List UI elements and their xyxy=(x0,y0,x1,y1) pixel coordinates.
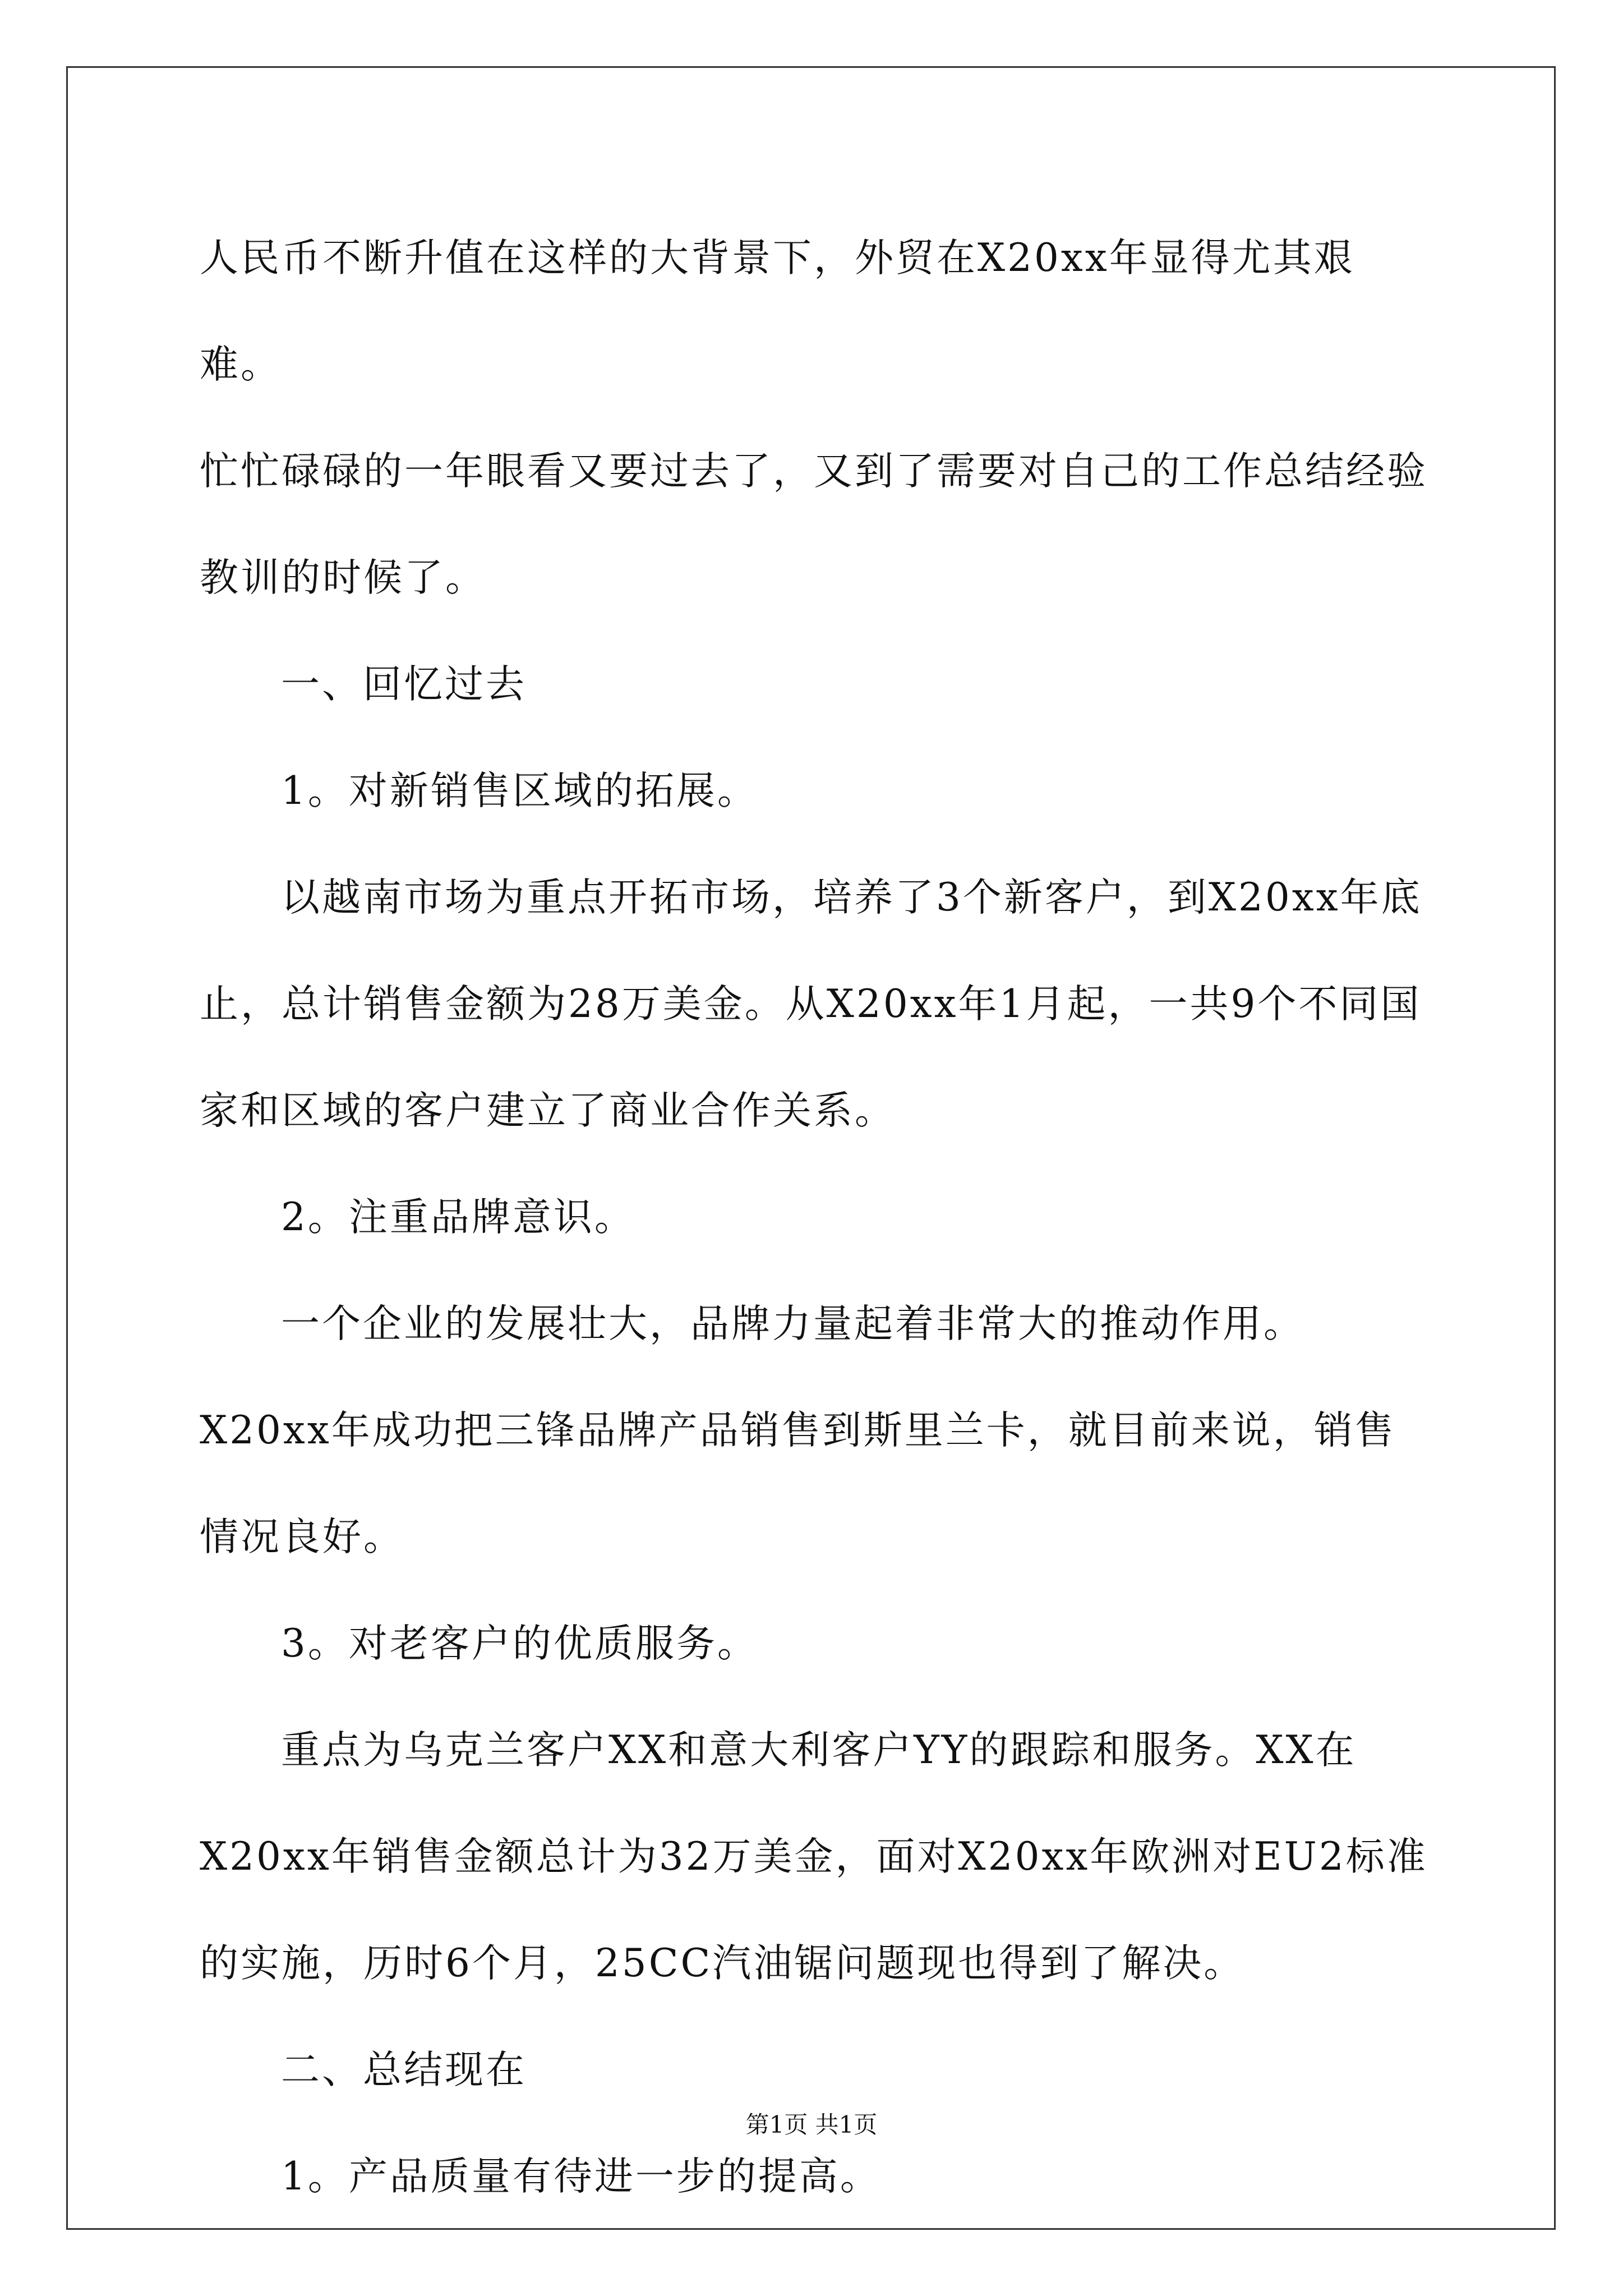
document-body xyxy=(200,205,1433,2230)
subheading-4: 1。产品质量有待进一步的提高。 xyxy=(281,2154,881,2199)
paragraph-2: 忙忙碌碌的一年眼看又要过去了，又到了需要对自己的工作总结经验教训的时候了。 xyxy=(200,449,1428,600)
subheading-2: 2。注重品牌意识。 xyxy=(281,1195,635,1240)
paragraph-4: 一个企业的发展壮大，品牌力量起着非常大的推动作用。X20xx年成功把三锋品牌产品销售到斯里兰卡，就目前来说，销售情况良好。 xyxy=(200,1301,1396,1559)
section-heading-2: 二、总结现在 xyxy=(281,2047,527,2092)
paragraph-3: 以越南市场为重点开拓市场，培养了3个新客户，到X20xx年底止，总计销售金额为28万美金。从X20xx年1月起，一共9个不同国家和区域的客户建立了商业合作关系。 xyxy=(200,875,1422,1133)
paragraph-5: 重点为乌克兰客户XX和意大利客户YY的跟踪和服务。XX在X20xx年销售金额总计为32万美金，面对X20xx年欧洲对EU2标准的实施，历时6个月，25CC汽油锯问题现也得到了解决。 xyxy=(200,1728,1428,1986)
page-footer: 第1页 共1页 xyxy=(745,2111,878,2138)
paragraph-1: 人民币不断升值在这样的大背景下，外贸在X20xx年显得尤其艰难。 xyxy=(200,236,1355,387)
section-heading-1: 一、回忆过去 xyxy=(281,662,527,707)
subheading-1: 1。对新销售区域的拓展。 xyxy=(281,769,758,813)
subheading-3: 3。对老客户的优质服务。 xyxy=(281,1621,758,1666)
